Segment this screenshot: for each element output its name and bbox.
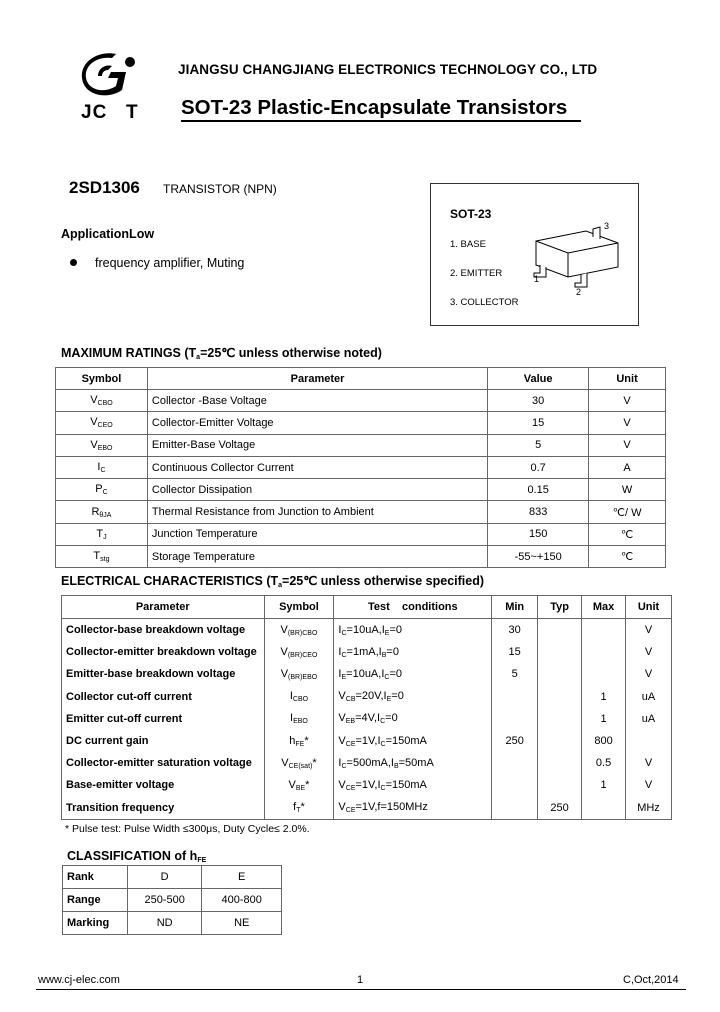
min-cell: 250 xyxy=(492,730,538,752)
parameter-cell: Storage Temperature xyxy=(147,546,487,568)
footer-date: C,Oct,2014 xyxy=(623,974,679,986)
symbol-cell: $V_{EBO}$ xyxy=(56,434,148,456)
symbol-cell: $V_{(BR)EBO}$ xyxy=(264,663,334,685)
parameter-cell: Emitter-Base Voltage xyxy=(147,434,487,456)
min-cell xyxy=(492,686,538,708)
conditions-cell: $I_C=1mA,I_B=0$ xyxy=(334,641,492,663)
footer-website[interactable]: www.cj-elec.com xyxy=(38,974,120,986)
parameter-cell: Collector-base breakdown voltage xyxy=(62,619,265,642)
table-row xyxy=(56,434,666,456)
parameter-cell: Thermal Resistance from Junction to Ambient xyxy=(147,501,487,523)
symbol-cell: $V_{CBO}$ xyxy=(56,390,148,412)
table-row xyxy=(56,412,666,434)
application-item: frequency amplifier, Muting xyxy=(95,256,245,270)
typ-cell xyxy=(538,663,582,685)
min-cell: 5 xyxy=(492,663,538,685)
symbol-cell: $f_T*$ xyxy=(264,797,334,820)
header-parameter: Parameter xyxy=(62,596,265,619)
value-cell: 5 xyxy=(488,434,589,456)
logo-letters-t: T xyxy=(126,102,139,123)
min-cell xyxy=(492,797,538,820)
application-label: ApplicationLow xyxy=(61,227,155,241)
rank-d-cell: 250-500 xyxy=(127,889,202,912)
parameter-cell: Junction Temperature xyxy=(147,523,487,545)
parameter-cell: Base-emitter voltage xyxy=(62,774,265,796)
conditions-cell: $I_C=10uA,I_E=0$ xyxy=(334,619,492,642)
typ-cell xyxy=(538,730,582,752)
header-unit: Unit xyxy=(626,596,672,619)
header-max: Max xyxy=(582,596,626,619)
parameter-cell: Emitter cut-off current xyxy=(62,708,265,730)
parameter-cell: Collector Dissipation xyxy=(147,479,487,501)
unit-cell: V xyxy=(626,619,672,642)
symbol-cell: $T_{stg}$ xyxy=(56,546,148,568)
unit-cell: V xyxy=(626,774,672,796)
min-cell xyxy=(492,708,538,730)
parameter-cell: Collector -Base Voltage xyxy=(147,390,487,412)
symbol-cell: $V_{(BR)CEO}$ xyxy=(264,641,334,663)
max-cell: 1 xyxy=(582,774,626,796)
symbol-cell: $I_{EBO}$ xyxy=(264,708,334,730)
unit-cell: A xyxy=(589,456,666,478)
parameter-cell: Collector-emitter breakdown voltage xyxy=(62,641,265,663)
max-ratings-title: MAXIMUM RATINGS ($T_a=25℃$ unless otherwise noted) xyxy=(61,346,382,361)
parameter-cell: Emitter-base breakdown voltage xyxy=(62,663,265,685)
max-cell xyxy=(582,619,626,642)
table-header-row xyxy=(56,368,666,390)
typ-cell xyxy=(538,619,582,642)
pin-number-3: 3 xyxy=(604,221,610,231)
symbol-cell: $V_{CE(sat)}*$ xyxy=(264,752,334,774)
pin-number-1: 1 xyxy=(534,274,540,284)
conditions-cell: $V_{CE}=1V,I_C=150mA$ xyxy=(334,730,492,752)
min-cell: 15 xyxy=(492,641,538,663)
table-row xyxy=(62,619,672,642)
logo-letters-jc: JC xyxy=(81,102,108,123)
parameter-cell: Collector-Emitter Voltage xyxy=(147,412,487,434)
table-row xyxy=(56,390,666,412)
header-parameter: Parameter xyxy=(147,368,487,390)
row-label: Rank xyxy=(63,866,128,889)
symbol-cell: $R_{\theta JA}$ xyxy=(56,501,148,523)
max-cell: 1 xyxy=(582,708,626,730)
table-header-row xyxy=(62,596,672,619)
document-title: SOT-23 Plastic-Encapsulate Transistors xyxy=(181,96,581,122)
unit-cell: V xyxy=(626,752,672,774)
unit-cell: ℃ xyxy=(589,523,666,545)
electrical-title: ELECTRICAL CHARACTERISTICS ($T_a=25℃$ unless otherwise specified) xyxy=(61,574,485,589)
unit-cell: ℃ xyxy=(589,546,666,568)
pin-label-base: 1. BASE xyxy=(450,239,486,250)
pulse-test-note: * Pulse test: Pulse Width ≤300μs, Duty Cycle≤ 2.0%. xyxy=(65,823,310,835)
table-row xyxy=(62,752,672,774)
value-cell: 833 xyxy=(488,501,589,523)
parameter-cell: Transition frequency xyxy=(62,797,265,820)
max-cell xyxy=(582,797,626,820)
value-cell: 15 xyxy=(488,412,589,434)
symbol-cell: $T_J$ xyxy=(56,523,148,545)
min-cell xyxy=(492,752,538,774)
parameter-cell: Collector-emitter saturation voltage xyxy=(62,752,265,774)
unit-cell: ℃/ W xyxy=(589,501,666,523)
symbol-cell: $V_{CEO}$ xyxy=(56,412,148,434)
table-row xyxy=(56,456,666,478)
symbol-cell: $I_C$ xyxy=(56,456,148,478)
header-typ: Typ xyxy=(538,596,582,619)
rank-e-cell: NE xyxy=(202,912,282,935)
table-row xyxy=(62,686,672,708)
conditions-cell: $V_{CB}=20V,I_E=0$ xyxy=(334,686,492,708)
classification-table xyxy=(62,865,282,935)
table-row xyxy=(62,774,672,796)
header-symbol: Symbol xyxy=(56,368,148,390)
table-row xyxy=(62,641,672,663)
pin-label-emitter: 2. EMITTER xyxy=(450,268,503,279)
table-row xyxy=(56,523,666,545)
max-cell: 800 xyxy=(582,730,626,752)
table-row xyxy=(62,663,672,685)
symbol-cell: $V_{BE}*$ xyxy=(264,774,334,796)
parameter-cell: DC current gain xyxy=(62,730,265,752)
pin-number-2: 2 xyxy=(576,287,582,297)
parameter-cell: Continuous Collector Current xyxy=(147,456,487,478)
electrical-table xyxy=(61,595,672,820)
table-row xyxy=(62,708,672,730)
part-number: 2SD1306 xyxy=(69,178,140,197)
rank-e-cell: 400-800 xyxy=(202,889,282,912)
max-cell xyxy=(582,663,626,685)
bullet-icon xyxy=(70,259,77,266)
typ-cell xyxy=(538,774,582,796)
unit-cell: MHz xyxy=(626,797,672,820)
unit-cell: V xyxy=(589,390,666,412)
typ-cell: 250 xyxy=(538,797,582,820)
unit-cell: uA xyxy=(626,708,672,730)
symbol-cell: $V_{(BR)CBO}$ xyxy=(264,619,334,642)
table-row xyxy=(63,889,282,912)
header-unit: Unit xyxy=(589,368,666,390)
unit-cell: W xyxy=(589,479,666,501)
unit-cell: V xyxy=(626,641,672,663)
header-min: Min xyxy=(492,596,538,619)
footer-divider xyxy=(36,989,686,990)
table-row xyxy=(62,730,672,752)
header-value: Value xyxy=(488,368,589,390)
conditions-cell: $V_{CE}=1V,f=150MHz$ xyxy=(334,797,492,820)
company-logo-icon xyxy=(78,52,138,100)
typ-cell xyxy=(538,708,582,730)
unit-cell: uA xyxy=(626,686,672,708)
typ-cell xyxy=(538,752,582,774)
package-box xyxy=(430,183,639,326)
conditions-cell: $V_{EB}=4V,I_C=0$ xyxy=(334,708,492,730)
max-cell: 0.5 xyxy=(582,752,626,774)
value-cell: -55~+150 xyxy=(488,546,589,568)
symbol-cell: $h_{FE}*$ xyxy=(264,730,334,752)
company-name: JIANGSU CHANGJIANG ELECTRONICS TECHNOLOGY CO., LTD xyxy=(178,62,598,77)
value-cell: 0.15 xyxy=(488,479,589,501)
typ-cell xyxy=(538,641,582,663)
table-row xyxy=(56,479,666,501)
conditions-cell: $V_{CE}=1V,I_C=150mA$ xyxy=(334,774,492,796)
table-row xyxy=(62,797,672,820)
rank-e-cell: E xyxy=(202,866,282,889)
part-description: TRANSISTOR (NPN) xyxy=(163,182,277,196)
symbol-cell: $I_{CBO}$ xyxy=(264,686,334,708)
value-cell: 30 xyxy=(488,390,589,412)
unit-cell: V xyxy=(589,434,666,456)
typ-cell xyxy=(538,686,582,708)
table-row xyxy=(56,501,666,523)
unit-cell xyxy=(626,730,672,752)
max-cell: 1 xyxy=(582,686,626,708)
min-cell: 30 xyxy=(492,619,538,642)
unit-cell: V xyxy=(626,663,672,685)
conditions-cell: $I_E=10uA,I_C=0$ xyxy=(334,663,492,685)
classification-title: CLASSIFICATION of $h_{FE}$ xyxy=(67,849,207,864)
min-cell xyxy=(492,774,538,796)
footer-page-number: 1 xyxy=(357,974,364,986)
rank-d-cell: ND xyxy=(127,912,202,935)
header-conditions: Test conditions xyxy=(334,596,492,619)
max-ratings-table xyxy=(55,367,666,568)
package-name: SOT-23 xyxy=(450,207,492,221)
table-row xyxy=(56,546,666,568)
pin-label-collector: 3. COLLECTOR xyxy=(450,297,519,308)
max-cell xyxy=(582,641,626,663)
symbol-cell: $P_C$ xyxy=(56,479,148,501)
parameter-cell: Collector cut-off current xyxy=(62,686,265,708)
value-cell: 0.7 xyxy=(488,456,589,478)
conditions-cell: $I_C=500mA,I_B=50mA$ xyxy=(334,752,492,774)
table-row xyxy=(63,912,282,935)
row-label: Marking xyxy=(63,912,128,935)
header-symbol: Symbol xyxy=(264,596,334,619)
rank-d-cell: D xyxy=(127,866,202,889)
row-label: Range xyxy=(63,889,128,912)
value-cell: 150 xyxy=(488,523,589,545)
table-row xyxy=(63,866,282,889)
unit-cell: V xyxy=(589,412,666,434)
